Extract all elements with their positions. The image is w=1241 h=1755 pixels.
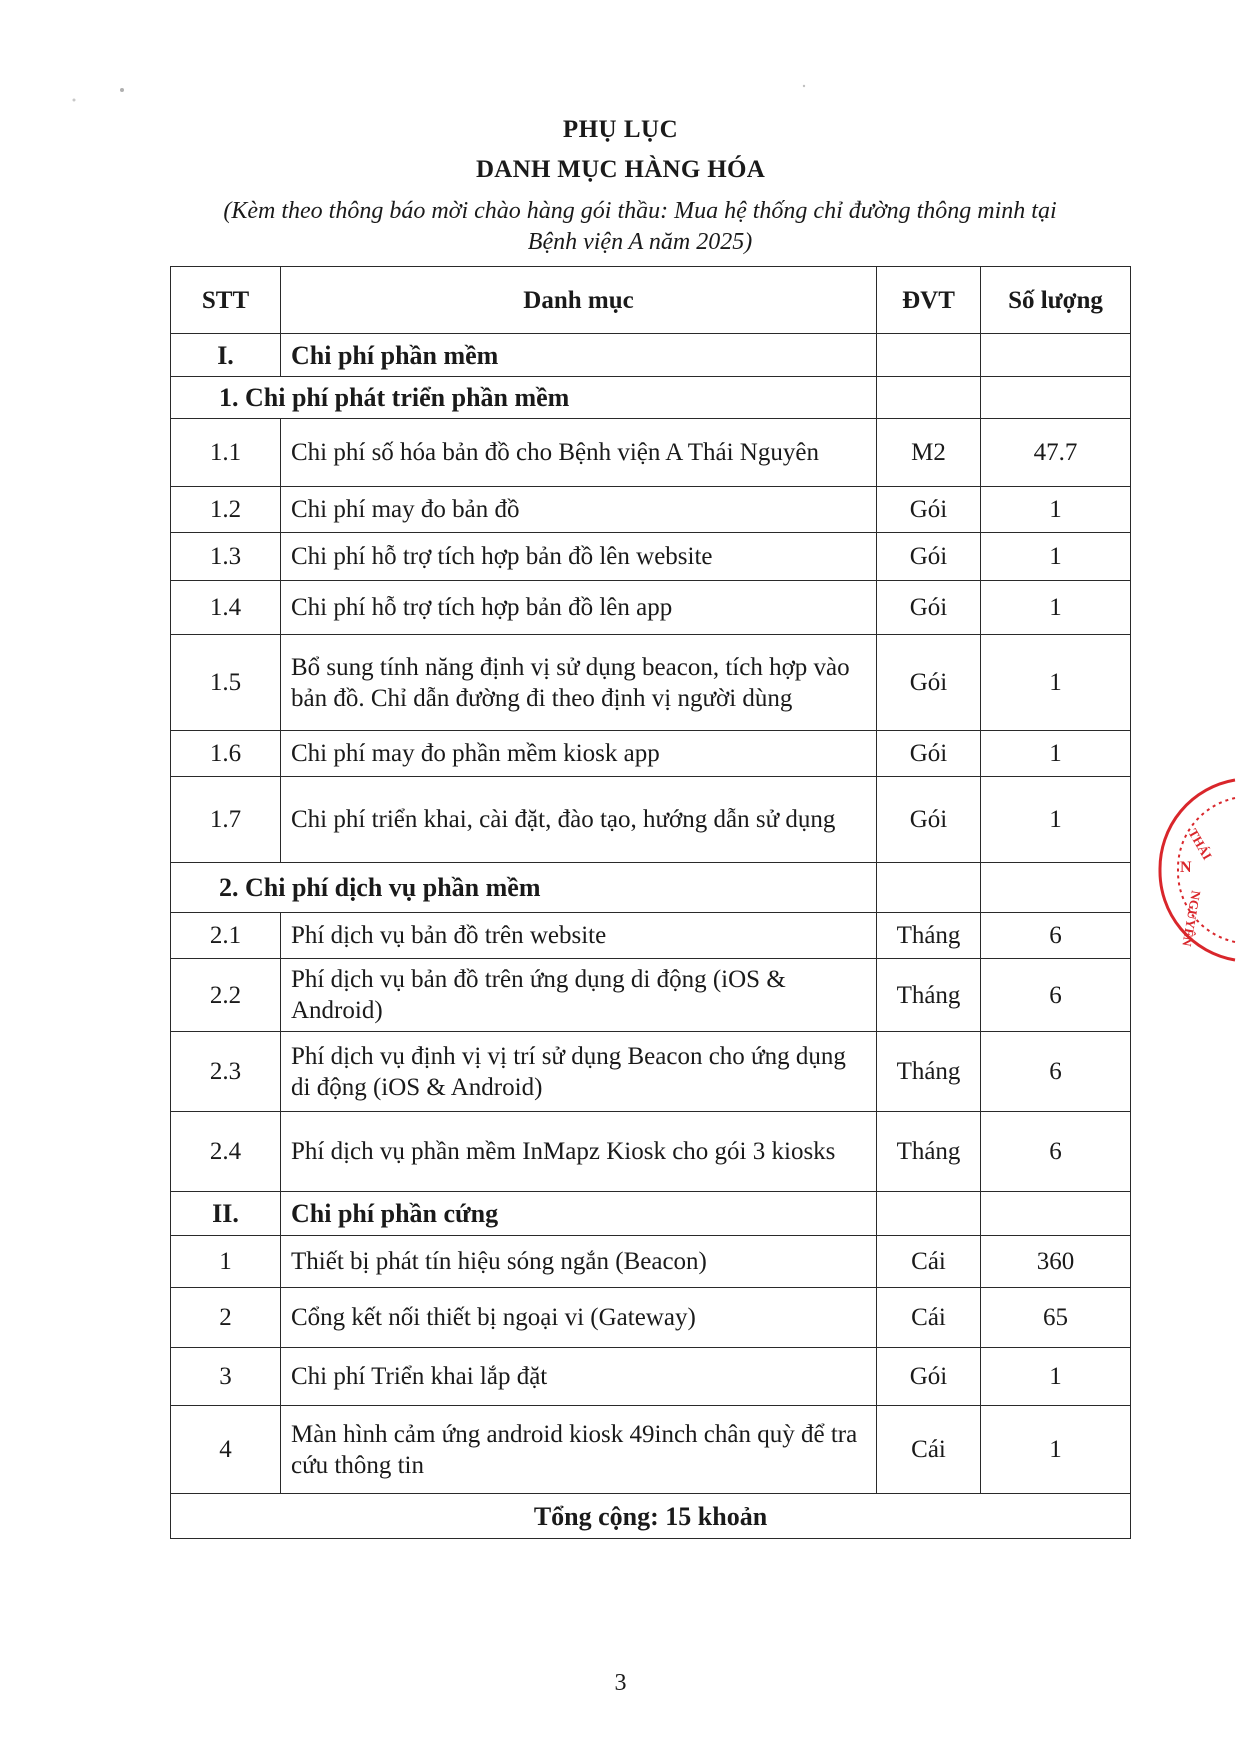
row-stt: 4 xyxy=(171,1406,281,1494)
table-row xyxy=(171,1288,1131,1348)
row-qty: 360 xyxy=(981,1236,1131,1288)
row-unit: Tháng xyxy=(877,913,981,959)
row-qty: 1 xyxy=(981,731,1131,777)
group-label: 2. Chi phí dịch vụ phần mềm xyxy=(171,863,877,913)
scan-specks xyxy=(0,0,1241,120)
seal-text-bottom: NGUYÊN xyxy=(1179,889,1204,948)
section-number: II. xyxy=(171,1192,281,1236)
table-row xyxy=(171,913,1131,959)
group-row-services xyxy=(171,863,1131,913)
tender-note-line-2: Bệnh viện A năm 2025) xyxy=(527,229,753,255)
group-label: 1. Chi phí phát triển phần mềm xyxy=(171,377,877,419)
row-unit: Tháng xyxy=(877,1032,981,1112)
row-qty: 6 xyxy=(981,1112,1131,1192)
row-qty: 6 xyxy=(981,959,1131,1032)
col-header-stt: STT xyxy=(171,267,281,334)
table-row xyxy=(171,959,1131,1032)
row-unit: Gói xyxy=(877,533,981,581)
total-row xyxy=(171,1494,1131,1539)
row-item: Chi phí hỗ trợ tích hợp bản đồ lên website xyxy=(281,533,877,581)
row-item: Phí dịch vụ định vị vị trí sử dụng Beacon cho ứng dụng di động (iOS & Android) xyxy=(281,1032,877,1112)
row-unit: Gói xyxy=(877,635,981,731)
section-label: Chi phí phần cứng xyxy=(281,1192,877,1236)
appendix-title: PHỤ LỤC xyxy=(562,116,679,143)
tender-note xyxy=(170,196,1110,258)
section-row-hardware xyxy=(171,1192,1131,1236)
row-item: Phí dịch vụ phần mềm InMapz Kiosk cho gói 3 kiosks xyxy=(281,1112,877,1192)
row-stt: 1.6 xyxy=(171,731,281,777)
row-stt: 2.1 xyxy=(171,913,281,959)
row-qty: 1 xyxy=(981,635,1131,731)
table-row xyxy=(171,581,1131,635)
col-header-unit: ĐVT xyxy=(877,267,981,334)
table-row xyxy=(171,1112,1131,1192)
goods-table xyxy=(170,266,1131,1539)
row-qty: 6 xyxy=(981,913,1131,959)
row-stt: 1.1 xyxy=(171,419,281,487)
row-item: Bổ sung tính năng định vị sử dụng beacon, tích hợp vào bản đồ. Chỉ dẫn đường đi theo định vị người dùng xyxy=(281,635,877,731)
table-row xyxy=(171,1236,1131,1288)
row-qty: 6 xyxy=(981,1032,1131,1112)
section-row-software xyxy=(171,334,1131,377)
section-number: I. xyxy=(171,334,281,377)
row-item: Phí dịch vụ bản đồ trên website xyxy=(281,913,877,959)
row-qty: 1 xyxy=(981,533,1131,581)
table-row xyxy=(171,487,1131,533)
goods-list-title: DANH MỤC HÀNG HÓA xyxy=(475,156,766,183)
row-item: Chi phí may đo bản đồ xyxy=(281,487,877,533)
group-row-development xyxy=(171,377,1131,419)
row-stt: 1 xyxy=(171,1236,281,1288)
row-item: Thiết bị phát tín hiệu sóng ngắn (Beacon) xyxy=(281,1236,877,1288)
seal-text-top: THÁI xyxy=(1185,826,1216,863)
row-unit: Cái xyxy=(877,1288,981,1348)
row-stt: 1.5 xyxy=(171,635,281,731)
row-unit: Tháng xyxy=(877,959,981,1032)
section-label: Chi phí phần mềm xyxy=(281,334,877,377)
row-unit: Gói xyxy=(877,581,981,635)
table-row xyxy=(171,1348,1131,1406)
col-header-qty: Số lượng xyxy=(981,267,1131,334)
row-unit: Tháng xyxy=(877,1112,981,1192)
row-stt: 3 xyxy=(171,1348,281,1406)
row-unit: Gói xyxy=(877,487,981,533)
table-row xyxy=(171,731,1131,777)
row-item: Chi phí Triển khai lắp đặt xyxy=(281,1348,877,1406)
row-stt: 1.3 xyxy=(171,533,281,581)
col-header-item: Danh mục xyxy=(281,267,877,334)
tender-note-line-1: (Kèm theo thông báo mời chào hàng gói thầu: Mua hệ thống chỉ đường thông minh tại xyxy=(223,198,1057,224)
row-qty: 1 xyxy=(981,777,1131,863)
row-qty: 65 xyxy=(981,1288,1131,1348)
red-seal-stamp xyxy=(1140,770,1240,970)
table-row xyxy=(171,777,1131,863)
row-stt: 1.4 xyxy=(171,581,281,635)
page-number: 3 xyxy=(614,1670,627,1696)
row-unit: M2 xyxy=(877,419,981,487)
row-unit: Gói xyxy=(877,777,981,863)
row-stt: 1.7 xyxy=(171,777,281,863)
row-stt: 2.2 xyxy=(171,959,281,1032)
row-unit: Gói xyxy=(877,731,981,777)
seal-text-center: N xyxy=(1180,859,1192,876)
row-item: Màn hình cảm ứng android kiosk 49inch chân quỳ để tra cứu thông tin xyxy=(281,1406,877,1494)
row-unit: Cái xyxy=(877,1236,981,1288)
row-qty: 47.7 xyxy=(981,419,1131,487)
row-qty: 1 xyxy=(981,581,1131,635)
row-qty: 1 xyxy=(981,1348,1131,1406)
table-header-row xyxy=(171,267,1131,334)
table-row xyxy=(171,1032,1131,1112)
table-row xyxy=(171,1406,1131,1494)
total-label: Tổng cộng: 15 khoản xyxy=(171,1494,1131,1539)
row-unit: Gói xyxy=(877,1348,981,1406)
row-item: Cổng kết nối thiết bị ngoại vi (Gateway) xyxy=(281,1288,877,1348)
row-stt: 2.4 xyxy=(171,1112,281,1192)
row-qty: 1 xyxy=(981,487,1131,533)
table-row xyxy=(171,419,1131,487)
row-stt: 1.2 xyxy=(171,487,281,533)
table-row xyxy=(171,635,1131,731)
row-qty: 1 xyxy=(981,1406,1131,1494)
row-item: Chi phí hỗ trợ tích hợp bản đồ lên app xyxy=(281,581,877,635)
table-row xyxy=(171,533,1131,581)
row-item: Chi phí triển khai, cài đặt, đào tạo, hướng dẫn sử dụng xyxy=(281,777,877,863)
row-item: Phí dịch vụ bản đồ trên ứng dụng di động (iOS & Android) xyxy=(281,959,877,1032)
row-stt: 2 xyxy=(171,1288,281,1348)
row-stt: 2.3 xyxy=(171,1032,281,1112)
row-unit: Cái xyxy=(877,1406,981,1494)
row-item: Chi phí số hóa bản đồ cho Bệnh viện A Thái Nguyên xyxy=(281,419,877,487)
row-item: Chi phí may đo phần mềm kiosk app xyxy=(281,731,877,777)
